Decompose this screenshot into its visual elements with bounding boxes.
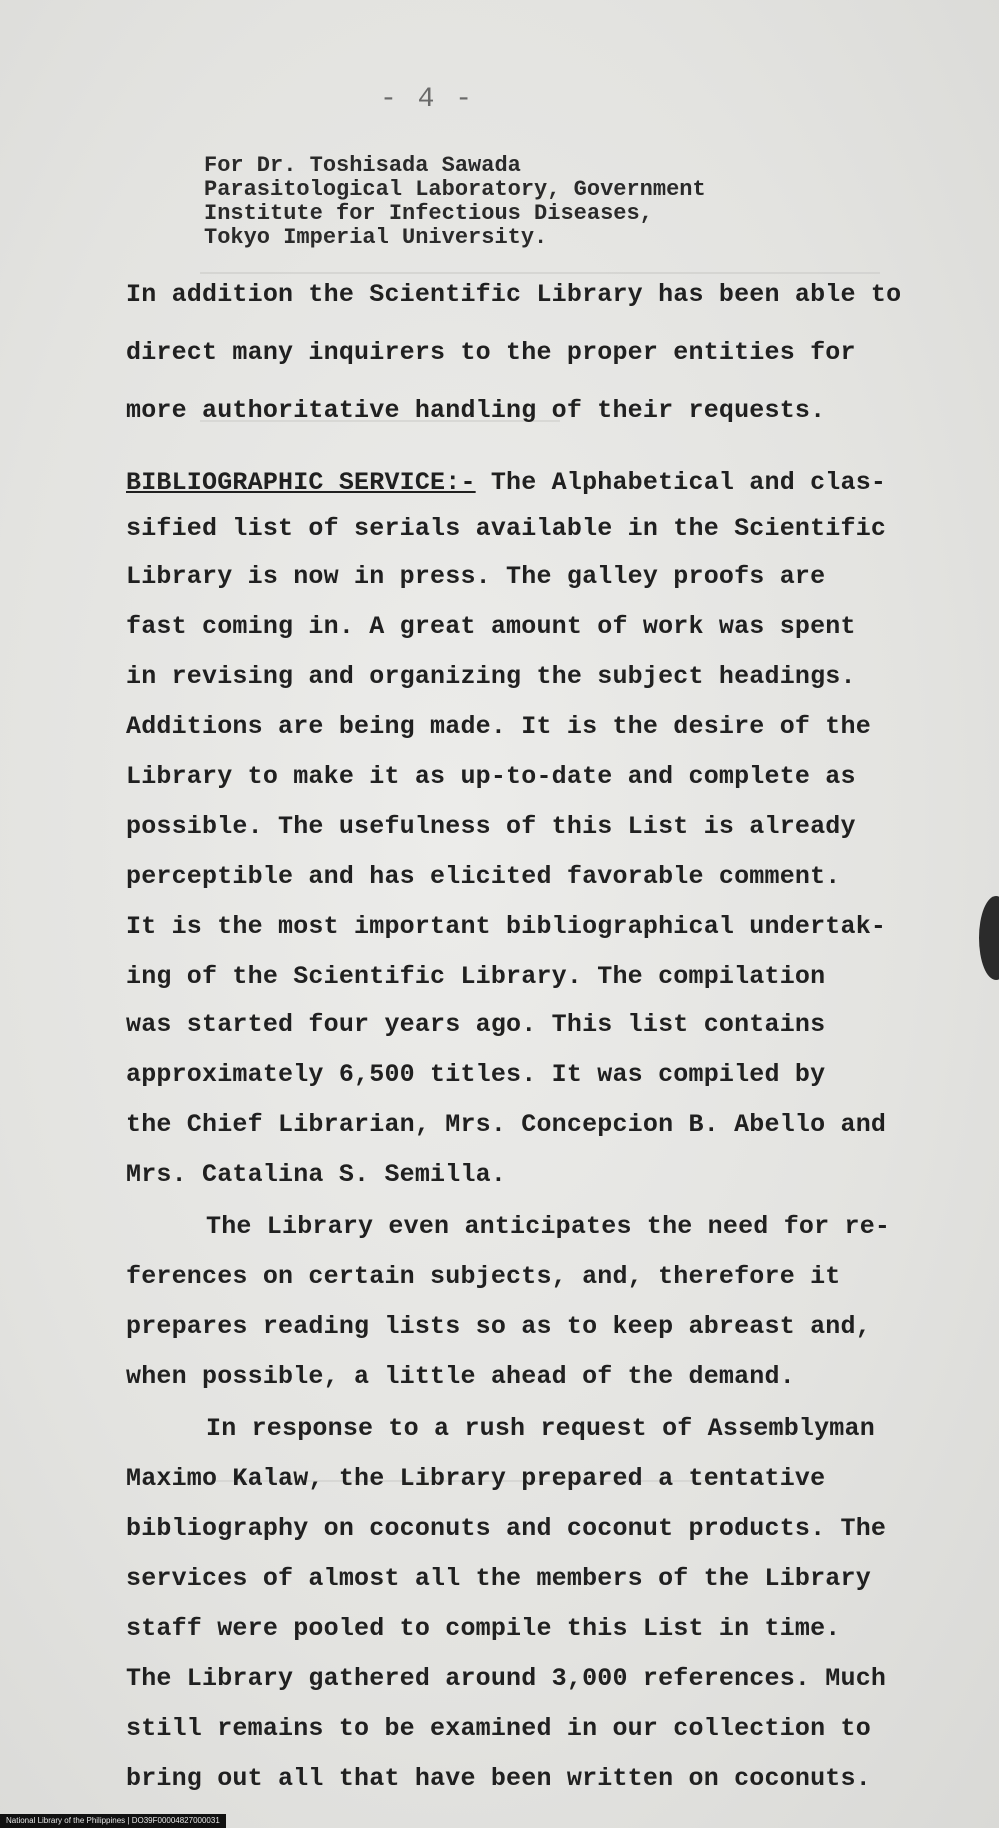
paragraph-4-line: bring out all that have been written on coconuts. <box>126 1764 871 1793</box>
paragraph-4-line: Maximo Kalaw, the Library prepared a tentative <box>126 1464 826 1493</box>
paragraph-3-line: ferences on certain subjects, and, therefore it <box>126 1262 841 1291</box>
paragraph-1-line: In addition the Scientific Library has been able to <box>126 280 902 309</box>
paragraph-1-line: more authoritative handling of their requests. <box>126 396 826 425</box>
archive-footer: National Library of the Philippines | DO39F00004827000031 <box>0 1814 226 1828</box>
bleed-through-mark <box>200 272 880 274</box>
section-line: The Alphabetical and clas- <box>475 468 887 497</box>
section-line: ing of the Scientific Library. The compilation <box>126 962 826 991</box>
section-line: the Chief Librarian, Mrs. Concepcion B. Abello and <box>126 1110 887 1139</box>
paragraph-4-line: still remains to be examined in our collection to <box>126 1714 871 1743</box>
section-line: approximately 6,500 titles. It was compiled by <box>126 1060 826 1089</box>
section-line: Library is now in press. The galley proofs are <box>126 562 826 591</box>
binding-hole-mark <box>979 896 999 980</box>
section-line: Additions are being made. It is the desire of the <box>126 712 871 741</box>
section-heading: BIBLIOGRAPHIC SERVICE:- <box>126 468 476 497</box>
paragraph-4-line: bibliography on coconuts and coconut products. The <box>126 1514 887 1543</box>
section-line: was started four years ago. This list contains <box>126 1010 826 1039</box>
paragraph-4-line: In response to a rush request of Assemblyman <box>206 1414 875 1443</box>
section-line: It is the most important bibliographical undertak- <box>126 912 887 941</box>
page-number: - 4 - <box>380 84 475 115</box>
section-line: fast coming in. A great amount of work was spent <box>126 612 856 641</box>
paragraph-4-line: staff were pooled to compile this List in time. <box>126 1614 841 1643</box>
paragraph-3-line: The Library even anticipates the need for re- <box>206 1212 891 1241</box>
paragraph-4-line: The Library gathered around 3,000 references. Much <box>126 1664 887 1693</box>
addressee-line: Institute for Infectious Diseases, <box>204 201 653 226</box>
section-line: in revising and organizing the subject headings. <box>126 662 856 691</box>
addressee-line: Parasitological Laboratory, Government <box>204 177 706 202</box>
addressee-line: For Dr. Toshisada Sawada <box>204 153 521 178</box>
section-line: Mrs. Catalina S. Semilla. <box>126 1160 507 1189</box>
section-line: sified list of serials available in the Scientific <box>126 514 887 543</box>
addressee-line: Tokyo Imperial University. <box>204 225 548 250</box>
section-line: possible. The usefulness of this List is already <box>126 812 856 841</box>
section-line: Library to make it as up-to-date and complete as <box>126 762 856 791</box>
paragraph-3-line: prepares reading lists so as to keep abreast and, <box>126 1312 871 1341</box>
paragraph-3-line: when possible, a little ahead of the demand. <box>126 1362 795 1391</box>
section-line: perceptible and has elicited favorable comment. <box>126 862 841 891</box>
section-heading-line <box>126 468 886 497</box>
paragraph-1-line: direct many inquirers to the proper entities for <box>126 338 856 367</box>
addressee-block <box>204 154 706 250</box>
paragraph-4-line: services of almost all the members of the Library <box>126 1564 871 1593</box>
